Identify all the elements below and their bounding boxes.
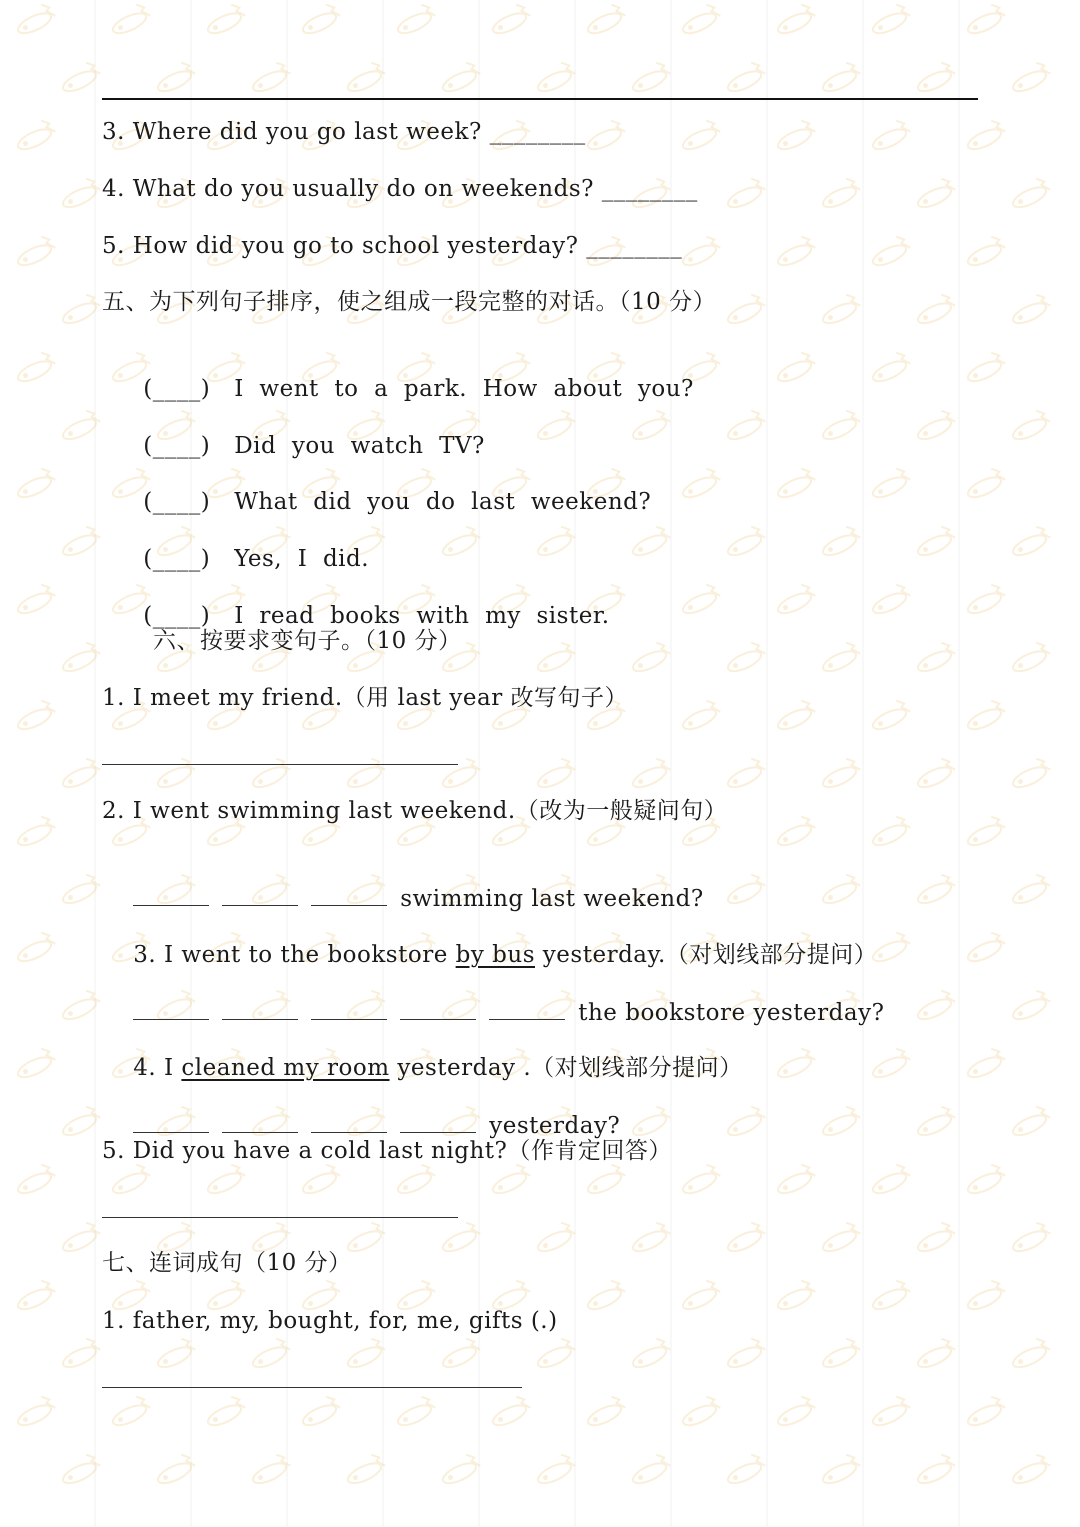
answer-line[interactable]	[102, 1387, 522, 1388]
order-bracket[interactable]: (____)	[143, 603, 211, 629]
answer-blank[interactable]	[222, 883, 298, 906]
answer-blank[interactable]	[222, 997, 298, 1020]
answer-blank[interactable]	[400, 1110, 476, 1133]
section-7-title: 七、连词成句（10 分）	[102, 1250, 352, 1276]
top-divider	[102, 98, 978, 100]
order-bracket[interactable]: (____)	[143, 376, 211, 402]
transform-question-5: 5. Did you have a cold last night?（作肯定回答）	[102, 1138, 672, 1164]
transform-question-1: 1. I meet my friend.（用 last year 改写句子）	[102, 685, 629, 711]
ordering-sentence: Did you watch TV?	[234, 433, 485, 459]
answer-tail: the bookstore yesterday?	[578, 1000, 885, 1026]
answer-tail: yesterday?	[489, 1113, 621, 1139]
answer-blank[interactable]	[311, 1110, 387, 1133]
word-order-question-1: 1. father, my, bought, for, me, gifts (.)	[102, 1308, 558, 1334]
answer-tail: swimming last weekend?	[400, 886, 704, 912]
answer-blank[interactable]	[311, 883, 387, 906]
question-5: 5. How did you go to school yesterday? ________	[102, 233, 683, 259]
answer-blank[interactable]	[133, 1110, 209, 1133]
ordering-sentence: I read books with my sister.	[234, 603, 610, 629]
underlined-phrase: by bus	[455, 942, 535, 968]
order-bracket[interactable]: (____)	[143, 433, 211, 459]
question-text: yesterday.（对划线部分提问）	[535, 942, 878, 968]
question-text: 3. I went to the bookstore	[133, 942, 456, 968]
order-bracket[interactable]: (____)	[143, 489, 211, 515]
section-5-title: 五、为下列句子排序，使之组成一段完整的对话。（10 分）	[102, 289, 717, 315]
order-bracket[interactable]: (____)	[143, 546, 211, 572]
section-6-title: 六、按要求变句子。（10 分）	[153, 628, 462, 654]
ordering-sentence: I went to a park. How about you?	[234, 376, 694, 402]
transform-question-2: 2. I went swimming last weekend.（改为一般疑问句）	[102, 798, 728, 824]
answer-blank[interactable]	[133, 883, 209, 906]
answer-blank[interactable]	[400, 997, 476, 1020]
ordering-sentence: Yes, I did.	[234, 546, 370, 572]
question-text: yesterday .（对划线部分提问）	[389, 1055, 743, 1081]
answer-line[interactable]	[102, 764, 458, 765]
ordering-sentence: What did you do last weekend?	[234, 489, 652, 515]
answer-blank[interactable]	[311, 997, 387, 1020]
question-4: 4. What do you usually do on weekends? ________	[102, 176, 698, 202]
answer-line[interactable]	[102, 1217, 458, 1218]
answer-blank[interactable]	[489, 997, 565, 1020]
answer-blank[interactable]	[222, 1110, 298, 1133]
question-text: 4. I	[133, 1055, 182, 1081]
underlined-phrase: cleaned my room	[181, 1055, 390, 1081]
answer-blank[interactable]	[133, 997, 209, 1020]
question-3: 3. Where did you go last week? ________	[102, 119, 586, 145]
